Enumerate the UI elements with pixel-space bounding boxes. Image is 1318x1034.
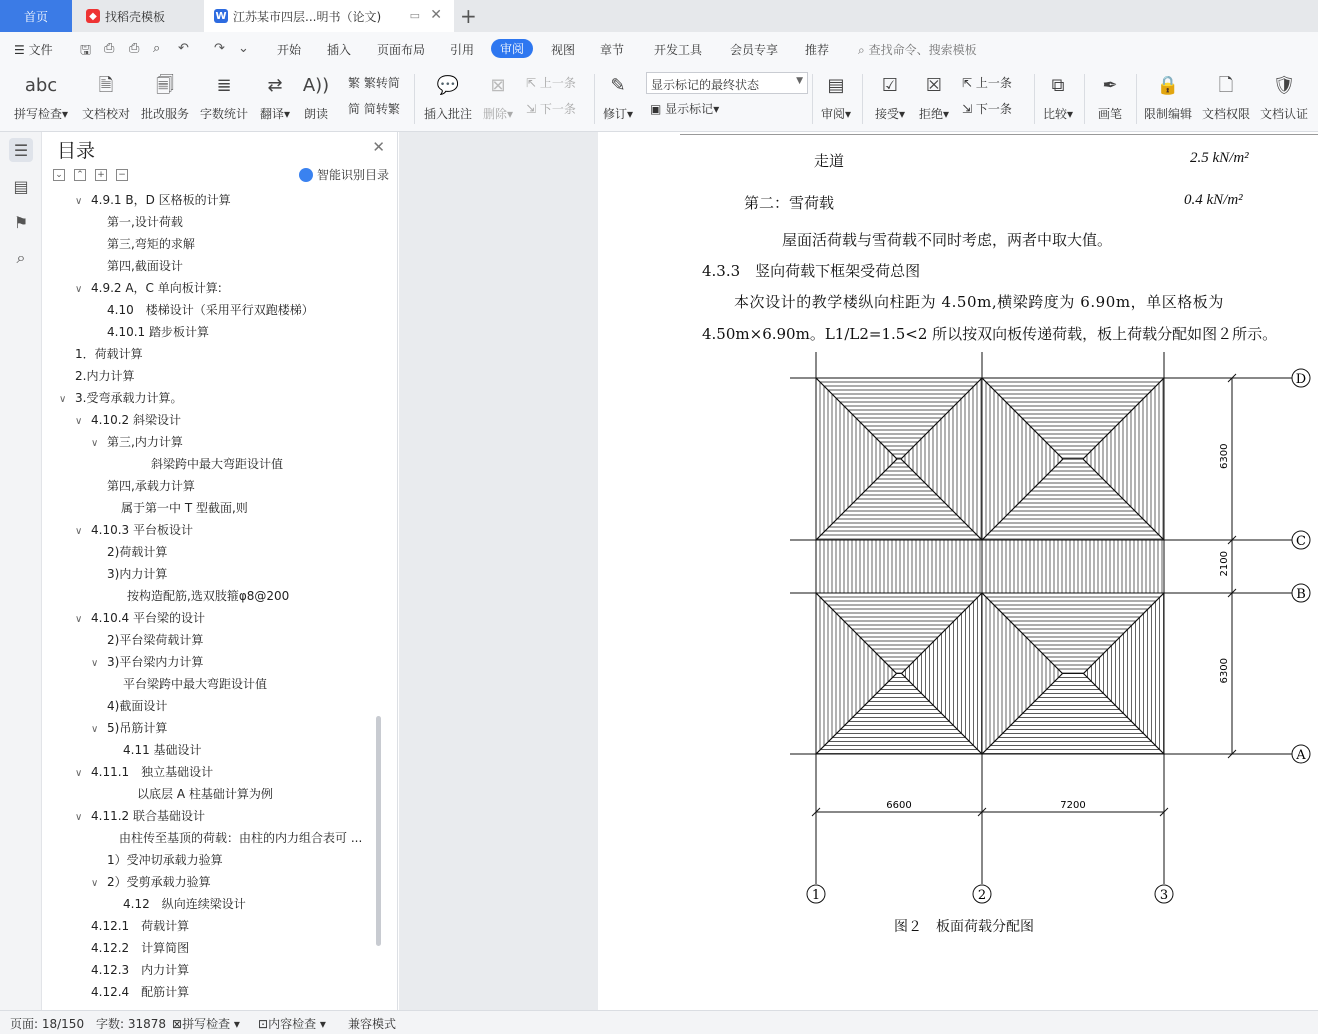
wps-writer-icon: W (215, 10, 227, 22)
toc-item-label: 3.受弯承载力计算。 (75, 391, 183, 405)
navigation-rail (0, 132, 42, 1010)
search-icon: ⌕ (858, 43, 865, 57)
chevron-down-icon[interactable]: ∨ (75, 768, 83, 779)
toc-item[interactable] (91, 717, 167, 739)
toc-list (43, 187, 379, 1005)
tab-home-label: 首页 (23, 9, 48, 24)
prev-change-button[interactable] (962, 74, 1012, 91)
chevron-down-icon[interactable]: ∨ (75, 812, 83, 823)
insert-comment-icon: 💬 (436, 75, 460, 96)
chevron-down-icon[interactable]: ∨ (91, 878, 99, 889)
more-dropdown-icon[interactable]: ⌄ (238, 41, 249, 56)
doc-permission-label: 文档权限 (1201, 107, 1250, 121)
ribbon-separator (594, 74, 595, 124)
proofread-icon: 🗎 (98, 75, 114, 96)
word-count-icon: ≣ (216, 75, 232, 96)
menu-view[interactable]: 视图 (551, 43, 576, 57)
hatch-region (816, 540, 980, 593)
toc-item-label: 按构造配筋,选双肢箍φ8@200 (127, 589, 290, 603)
lock-icon: 🔒 (1156, 75, 1180, 96)
menu-recommend[interactable]: 推荐 (805, 43, 830, 57)
menu-references[interactable]: 引用 (450, 43, 475, 57)
toc-item-label: 4.10.1 踏步板计算 (107, 325, 209, 339)
new-tab-icon[interactable]: + (460, 4, 477, 28)
redo-icon[interactable]: ↷ (214, 41, 225, 56)
translate-icon: ⇄ (267, 75, 283, 96)
ribbon-separator (1084, 74, 1085, 124)
hatch-outline (816, 540, 982, 593)
spellcheck-icon: abc (24, 75, 58, 96)
compat-mode-status: 兼容模式 (348, 1017, 397, 1031)
toc-item[interactable] (59, 387, 182, 409)
menu-chapter[interactable]: 章节 (600, 43, 625, 57)
revise-service-label: 批改服务 (140, 107, 189, 121)
snow-label: 第二：雪荷载 (744, 194, 835, 212)
trad-label: 繁转简 (363, 76, 400, 90)
toc-item[interactable] (123, 739, 202, 761)
dimension-label: 6300 (1219, 443, 1230, 469)
compare-button[interactable] (1040, 70, 1076, 122)
section-heading: 4.3.3 竖向荷载下框架受荷总图 (702, 262, 921, 280)
word-count-indicator[interactable]: 字数: 31878 (96, 1017, 167, 1031)
toc-item[interactable] (107, 541, 167, 563)
page-indicator[interactable]: 页面: 18/150 (10, 1017, 85, 1031)
toc-item[interactable] (91, 431, 183, 453)
review-pane-label: 审阅▾ (820, 107, 852, 121)
command-search[interactable] (858, 41, 977, 58)
trad-icon: 繁 (348, 76, 361, 90)
chapter-nav-icon[interactable]: ▤ (13, 176, 29, 196)
file-menu-label: 文件 (28, 43, 53, 57)
toc-item[interactable] (75, 805, 205, 827)
toc-item-label: 4.12.2 计算简图 (91, 941, 190, 955)
track-changes-label: 修订▾ (602, 107, 634, 121)
axis-label-1: 1 (811, 888, 821, 903)
next-change-button[interactable] (962, 100, 1012, 117)
toc-item[interactable] (75, 519, 193, 541)
smart-toc-label: 智能识别目录 (316, 168, 389, 182)
revise-service-button[interactable] (139, 70, 191, 122)
hatch-region (982, 593, 1164, 673)
ribbon-separator (1034, 74, 1035, 124)
chevron-down-icon[interactable]: ∨ (91, 724, 99, 735)
pen-button[interactable] (1092, 70, 1128, 122)
restrict-edit-button[interactable] (1142, 70, 1194, 122)
toc-item[interactable] (107, 849, 223, 871)
toc-item-label: 3)内力计算 (107, 567, 168, 581)
toc-toolbar (53, 166, 137, 181)
trad-to-simp-button[interactable] (348, 74, 400, 91)
toc-item-label: 第三,弯矩的求解 (107, 237, 195, 251)
proofread-button[interactable] (80, 70, 132, 122)
docer-logo-icon: ◆ (86, 9, 100, 23)
toc-item[interactable] (123, 673, 267, 695)
markup-state-select[interactable] (646, 72, 808, 94)
axis-label-3: 3 (1159, 888, 1169, 903)
chevron-down-icon[interactable]: ∨ (75, 526, 83, 537)
hatch-region (982, 540, 1162, 593)
tab-template-label: 找稻壳模板 (105, 9, 166, 24)
simp-label: 简转繁 (363, 102, 400, 116)
review-pane-icon: ▤ (827, 75, 845, 96)
word-count-button[interactable] (198, 70, 250, 122)
close-tab-icon[interactable]: ✕ (430, 7, 442, 23)
tab-home[interactable] (0, 0, 72, 32)
next-change-icon: ⇲ (962, 102, 973, 116)
tab-document[interactable] (204, 0, 454, 32)
show-markup-icon: ▣ (650, 102, 662, 116)
ribbon-separator (1136, 74, 1137, 124)
toc-panel (43, 132, 398, 1010)
toc-item[interactable] (107, 695, 167, 717)
read-aloud-button[interactable] (300, 70, 332, 122)
markup-state-value: 显示标记的最终状态 (651, 78, 760, 92)
toc-item[interactable] (107, 299, 314, 321)
show-markup-button[interactable]: ▣ 显示标记▾ (650, 102, 720, 116)
word-count-label: 字数统计 (199, 107, 248, 121)
content-check-icon: ⊡ (258, 1017, 269, 1031)
body-line-2: 4.50m×6.90m。L1/L2=1.5<2 所以按双向板传递荷载，板上荷载分配如图２所示。 (702, 325, 1278, 343)
toc-item[interactable] (107, 629, 203, 651)
axis-label-c: C (1296, 534, 1306, 549)
load-distribution-figure (598, 132, 1318, 932)
toc-item-label: 2)平台梁荷载计算 (107, 633, 204, 647)
chevron-down-icon[interactable]: ∨ (75, 614, 83, 625)
track-changes-icon: ✎ (610, 75, 626, 96)
toc-item[interactable] (75, 409, 181, 431)
reject-button[interactable] (916, 70, 952, 122)
body-line-1: 本次设计的教学楼纵向柱距为 4.50m,横梁跨度为 6.90m，单区格板为 (734, 293, 1224, 311)
toc-item[interactable] (91, 937, 189, 959)
toc-item-label: 2）受剪承载力验算 (107, 875, 211, 889)
translate-label: 翻译▾ (259, 107, 291, 121)
review-pane-button[interactable] (818, 70, 854, 122)
smart-toc-button[interactable] (299, 166, 389, 183)
prev-change-label: 上一条 (975, 76, 1012, 90)
toc-item-label: 2)荷载计算 (107, 545, 168, 559)
menu-bar (0, 32, 1318, 66)
doc-certify-button[interactable] (1258, 70, 1310, 122)
toc-item[interactable] (107, 475, 195, 497)
delete-comment-icon: ⊠ (490, 75, 506, 96)
document-area (399, 132, 1318, 1010)
toc-item[interactable] (107, 211, 183, 233)
track-changes-button[interactable] (600, 70, 636, 122)
ribbon-separator (414, 74, 415, 124)
toc-item-label: 第四,截面设计 (107, 259, 183, 273)
hatch-outline (982, 540, 1164, 593)
accept-button[interactable] (872, 70, 908, 122)
prev-change-icon: ⇱ (962, 76, 973, 90)
close-icon[interactable]: ✕ (372, 138, 385, 156)
toc-item[interactable] (107, 321, 209, 343)
accept-label: 接受▾ (874, 107, 906, 121)
toc-item[interactable] (127, 585, 289, 607)
content-check-status[interactable]: ⊡内容检查 ▾ (258, 1017, 326, 1031)
search-icon[interactable]: ⌕ (16, 248, 26, 267)
toc-item[interactable] (75, 761, 213, 783)
toc-item-label: 4.10 楼梯设计（采用平行双跑楼梯） (107, 303, 314, 317)
tab-bar (0, 0, 1318, 32)
toc-item[interactable] (75, 607, 205, 629)
compare-label: 比较▾ (1042, 107, 1074, 121)
toc-scrollbar[interactable] (376, 716, 381, 946)
toc-item-label: 4.10.2 斜梁设计 (91, 413, 181, 427)
prev-comment-label: 上一条 (539, 76, 576, 90)
toc-item-label: 4)截面设计 (107, 699, 168, 713)
reject-icon: ☒ (925, 75, 943, 96)
float-window-icon[interactable]: ▭ (409, 9, 420, 22)
toc-item-label: 4.9.2 A，C 单向板计算: (91, 281, 222, 295)
next-comment-button[interactable] (526, 100, 576, 117)
print-preview-icon[interactable]: ⌕ (153, 41, 161, 56)
ribbon-separator (862, 74, 863, 124)
walkway-label: 走道 (814, 152, 845, 170)
toc-item-label: 4.12.3 内力计算 (91, 963, 190, 977)
reject-label: 拒绝▾ (918, 107, 950, 121)
toc-item-label: 2.内力计算 (75, 369, 135, 383)
show-markup-label: 显示标记 (665, 102, 714, 116)
status-bar (0, 1010, 1318, 1034)
file-menu[interactable] (14, 41, 53, 58)
export-pdf-icon[interactable]: ⎙ (104, 41, 115, 56)
chevron-down-icon[interactable]: ∨ (75, 196, 83, 207)
spell-check-status[interactable]: ⊠拼写检查 ▾ (172, 1017, 240, 1031)
spell-check-status-label: 拼写检查 (182, 1017, 231, 1031)
axis-label-b: B (1296, 587, 1306, 602)
toc-item-label: 第三,内力计算 (107, 435, 183, 449)
toc-item[interactable] (107, 255, 183, 277)
toc-item-label: 第一,设计荷载 (107, 215, 183, 229)
print-icon[interactable]: ⎙ (129, 41, 140, 56)
undo-icon[interactable]: ↶ (178, 41, 189, 56)
tab-template[interactable] (74, 0, 202, 32)
toc-item-label: 4.10.4 平台梁的设计 (91, 611, 205, 625)
smart-toc-icon (299, 168, 313, 182)
hatch-region (816, 593, 982, 673)
ribbon-separator (812, 74, 813, 124)
figure-caption: 图２ 板面荷载分配图 (894, 919, 1034, 935)
toc-item[interactable] (107, 563, 167, 585)
toc-item-label: 1）受冲切承载力验算 (107, 853, 223, 867)
menu-member[interactable]: 会员专享 (730, 43, 779, 57)
document-page[interactable] (598, 132, 1318, 1010)
remove-heading-icon[interactable]: − (116, 169, 128, 181)
doc-permission-icon: 🗋 (1218, 75, 1234, 96)
chevron-down-icon[interactable]: ∨ (91, 658, 99, 669)
proofread-label: 文档校对 (81, 107, 130, 121)
simp-icon: 简 (348, 102, 361, 116)
hatch-region (816, 674, 982, 754)
bookmark-icon[interactable]: ⚑ (13, 212, 29, 232)
restrict-edit-label: 限制编辑 (1143, 107, 1192, 121)
toc-item-label: 5)吊筋计算 (107, 721, 168, 735)
toc-item[interactable] (91, 651, 203, 673)
toc-item-label: 由柱传至基顶的荷载：由柱的内力组合表可 ... (119, 831, 363, 845)
delete-comment-label: 删除▾ (482, 107, 514, 121)
toc-item-label: 1．荷载计算 (75, 347, 143, 361)
toc-item[interactable] (75, 277, 222, 299)
toc-item-label: 4.12.4 配筋计算 (91, 985, 190, 999)
dimension-label: 2100 (1219, 551, 1230, 577)
next-change-label: 下一条 (975, 102, 1012, 116)
toc-item-label: 4.11.1 独立基础设计 (91, 765, 214, 779)
dropdown-arrow-icon: ▼ (796, 76, 803, 86)
dimension-label: 6300 (1219, 658, 1230, 684)
expand-all-icon[interactable]: ⌃ (74, 169, 86, 181)
axis-label-d: D (1295, 372, 1307, 387)
hatch-region (982, 674, 1164, 754)
toc-item-label: 4.11 基础设计 (123, 743, 202, 757)
doc-certify-label: 文档认证 (1259, 107, 1308, 121)
toc-item[interactable] (91, 981, 189, 1003)
toc-item[interactable] (151, 453, 283, 475)
prev-comment-button[interactable] (526, 74, 576, 91)
collapse-all-icon[interactable]: ⌄ (53, 169, 65, 181)
toc-item[interactable] (107, 233, 195, 255)
spell-check-icon: ⊠ (172, 1017, 183, 1031)
content-check-status-label: 内容检查 (268, 1017, 317, 1031)
certify-icon: 🛡 (1272, 75, 1296, 96)
insert-comment-button[interactable] (422, 70, 474, 122)
translate-button[interactable] (255, 70, 295, 122)
chevron-down-icon[interactable]: ∨ (75, 416, 83, 427)
compare-icon: ⧉ (1051, 75, 1065, 96)
doc-permission-button[interactable] (1200, 70, 1252, 122)
toc-item[interactable] (137, 783, 273, 805)
toc-item-label: 斜梁跨中最大弯距设计值 (151, 457, 284, 471)
command-search-placeholder: 查找命令、搜索模板 (868, 43, 977, 57)
toc-item[interactable] (91, 959, 189, 981)
delete-comment-button[interactable] (480, 70, 516, 122)
toc-item-label: 以底层 A 柱基础计算为例 (137, 787, 273, 801)
toc-item-label: 3)平台梁内力计算 (107, 655, 204, 669)
hatch-region (982, 378, 1164, 458)
axis-label-2: 2 (977, 888, 987, 903)
next-comment-label: 下一条 (539, 102, 576, 116)
toc-item-label: 属于第一中 T 型截面,则 (121, 501, 248, 515)
toc-icon[interactable]: ☰ (9, 138, 33, 162)
tab-document-label: 江苏某市四层...明书（论文) (233, 9, 382, 24)
toc-item[interactable] (91, 915, 189, 937)
spellcheck-label: 拼写检查▾ (13, 107, 69, 121)
toc-item-label: 4.11.2 联合基础设计 (91, 809, 205, 823)
menu-insert[interactable]: 插入 (327, 43, 352, 57)
add-heading-icon[interactable]: + (95, 169, 107, 181)
toc-title: 目录 (57, 140, 96, 162)
toc-item-label: 第四,承载力计算 (107, 479, 195, 493)
walkway-value: 2.5 kN/m² (1190, 150, 1249, 166)
menu-page-layout[interactable]: 页面布局 (377, 43, 426, 57)
pen-label: 画笔 (1097, 107, 1122, 121)
axis-label-a: A (1296, 748, 1306, 763)
insert-comment-label: 插入批注 (423, 107, 472, 121)
review-ribbon (0, 66, 1318, 132)
menu-start[interactable]: 开始 (277, 43, 302, 57)
simp-to-trad-button[interactable] (348, 100, 400, 117)
toc-item[interactable] (75, 365, 134, 387)
chevron-down-icon[interactable]: ∨ (75, 284, 83, 295)
next-comment-icon: ⇲ (526, 102, 537, 116)
toc-item[interactable] (121, 497, 248, 519)
chevron-down-icon[interactable]: ∨ (59, 394, 67, 405)
hatch-region (982, 459, 1164, 539)
toc-item-label: 4.12.1 荷载计算 (91, 919, 190, 933)
toc-item[interactable] (123, 893, 246, 915)
spellcheck-button[interactable] (10, 70, 72, 122)
prev-comment-icon: ⇱ (526, 76, 537, 90)
revise-service-icon: 🗐 (156, 75, 174, 96)
dimension-label: 7200 (1060, 800, 1086, 811)
save-icon[interactable]: 🖫 (80, 43, 92, 58)
toc-item[interactable] (75, 343, 143, 365)
toc-item[interactable] (119, 827, 362, 849)
dimension-label: 6600 (886, 800, 912, 811)
pen-icon: ✒ (1102, 75, 1118, 96)
toc-item-label: 4.10.3 平台板设计 (91, 523, 193, 537)
toc-item[interactable] (91, 871, 211, 893)
chevron-down-icon[interactable]: ∨ (91, 438, 99, 449)
toc-item-label: 4.12 纵向连续梁设计 (123, 897, 246, 911)
read-aloud-icon: A)) (302, 75, 330, 96)
read-aloud-label: 朗读 (303, 107, 328, 121)
toc-item[interactable] (75, 189, 231, 211)
menu-developer[interactable]: 开发工具 (654, 43, 703, 57)
hamburger-icon: ☰ (14, 43, 25, 57)
toc-item-label: 4.9.1 B，D 区格板的计算 (91, 193, 231, 207)
toc-item-label: 平台梁跨中最大弯距设计值 (123, 677, 268, 691)
menu-review[interactable]: 审阅 (491, 39, 533, 58)
accept-icon: ☑ (881, 75, 899, 96)
load-note: 屋面活荷载与雪荷载不同时考虑，两者中取大值。 (782, 231, 1113, 249)
snow-value: 0.4 kN/m² (1184, 192, 1243, 208)
